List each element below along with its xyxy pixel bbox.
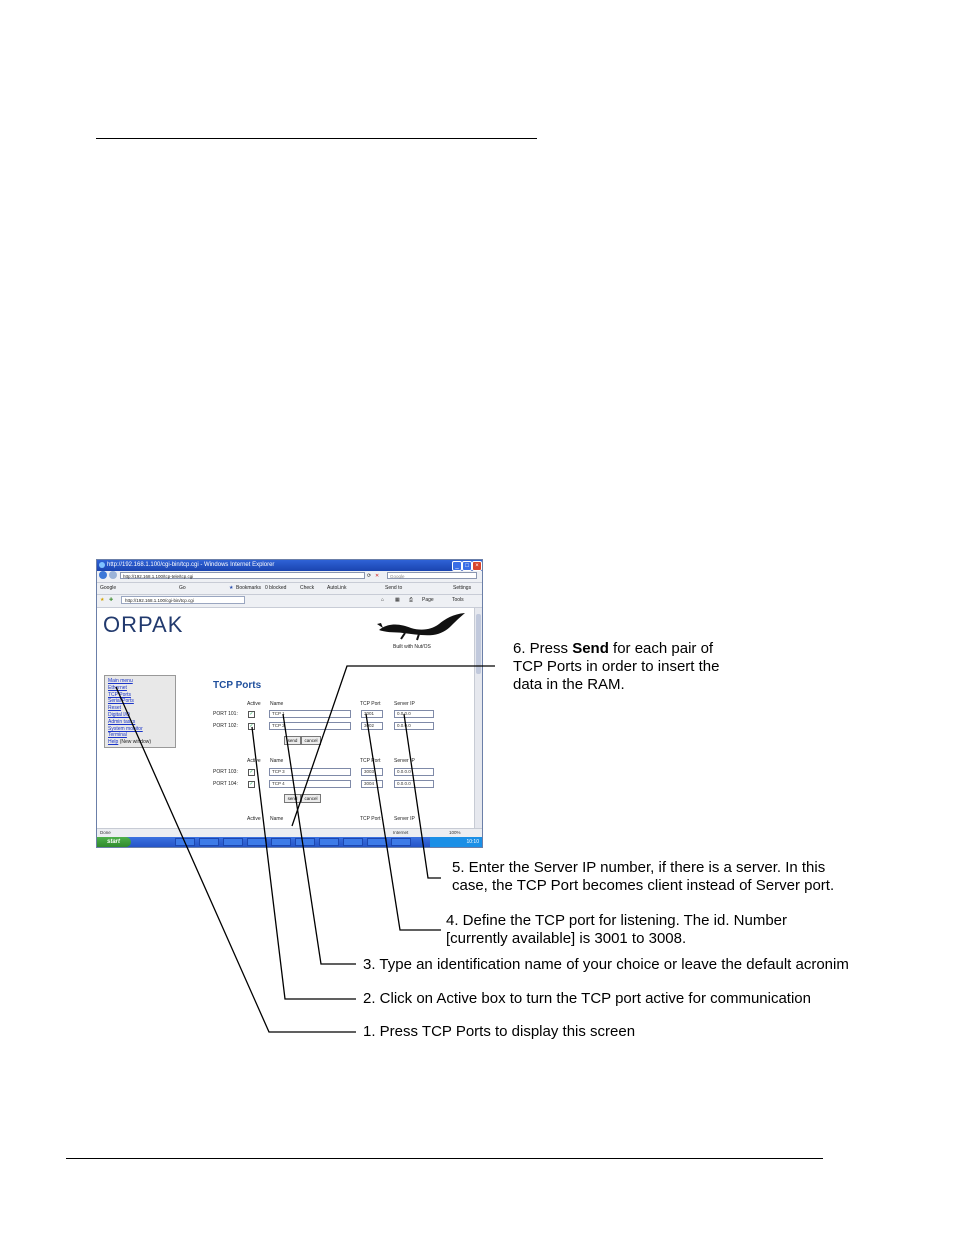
active-checkbox[interactable]: ✓	[249, 769, 254, 775]
main-menu	[104, 675, 176, 748]
callout-6	[513, 640, 719, 694]
port-label: PORT 101:	[213, 711, 238, 717]
sendto-button[interactable]: Send to	[385, 585, 403, 591]
taskbar-item[interactable]	[223, 838, 243, 846]
callout-4-line2: [currently available] is 3001 to 3008.	[446, 930, 687, 947]
maximize-button[interactable]: □	[462, 561, 472, 571]
check-button[interactable]: Check	[300, 585, 315, 591]
menu-ethernet[interactable]: Ethernet	[108, 684, 127, 691]
close-button[interactable]: ×	[472, 561, 482, 571]
tcp-port-input[interactable]: 3004	[361, 780, 383, 788]
taskbar-item[interactable]	[295, 838, 315, 846]
tcp-port-input[interactable]: 3002	[361, 722, 383, 730]
header-tcp-port: TCP Port	[360, 758, 381, 764]
menu-serial-ports[interactable]: Serial Ports	[108, 698, 134, 705]
callout-4-line1: 4. Define the TCP port for listening. The id. Number	[446, 912, 788, 929]
popup-blocked-label[interactable]: 0 blocked	[265, 585, 287, 591]
callout-5-line1: 5. Enter the Server IP number, if there is a server. In this	[452, 859, 826, 876]
header-active: Active	[247, 816, 261, 822]
google-label: Google	[100, 585, 117, 591]
port-label: PORT 104:	[213, 781, 238, 787]
menu-system-monitor[interactable]: System monitor	[108, 725, 143, 732]
callout-6-line3: data in the RAM.	[513, 676, 625, 693]
server-ip-input[interactable]: 0.0.0.0	[394, 722, 434, 730]
header-tcp-port: TCP Port	[360, 816, 381, 822]
header-active: Active	[247, 701, 261, 707]
add-favorite-icon[interactable]: ✚	[109, 597, 114, 603]
send-button[interactable]: send	[284, 794, 301, 803]
menu-help-suffix: (New window)	[119, 739, 152, 746]
active-checkbox[interactable]: ✓	[249, 781, 254, 787]
taskbar	[97, 837, 482, 847]
back-icon[interactable]	[99, 571, 107, 579]
callout-6-pre: 6. Press	[513, 640, 573, 657]
go-button[interactable]: Go	[179, 585, 186, 591]
built-with-label: Built with Nut/OS	[393, 644, 431, 650]
header-server-ip: Server IP	[394, 758, 415, 764]
tools-menu[interactable]: Tools	[452, 597, 464, 603]
header-active: Active	[247, 758, 261, 764]
menu-admin-tasks[interactable]: Admin tasks	[108, 718, 136, 725]
browser-window	[96, 559, 483, 848]
search-input[interactable]: Google	[387, 572, 477, 579]
ie-icon	[99, 562, 105, 568]
status-bar	[97, 828, 482, 837]
tab-current[interactable]: http://192.168.1.100/cgi-bin/tcp.cgi	[121, 596, 245, 604]
clock: 10:10	[430, 837, 482, 847]
taskbar-item[interactable]	[319, 838, 339, 846]
tab-bar	[97, 595, 482, 608]
callout-6-post: for each pair of	[608, 640, 714, 657]
port-label: PORT 102:	[213, 723, 238, 729]
page-menu[interactable]: Page	[422, 597, 434, 603]
refresh-icon[interactable]: ⟳	[367, 573, 372, 579]
callout-3: 3. Type an identification name of your choice or leave the default acronim	[363, 956, 849, 973]
taskbar-item[interactable]	[175, 838, 195, 846]
menu-terminal[interactable]: Terminal	[108, 732, 127, 739]
status-text: Done	[100, 830, 111, 835]
address-bar	[97, 571, 482, 583]
zoom-level[interactable]: 100%	[449, 830, 461, 835]
web-page	[97, 608, 474, 828]
callout-2: 2. Click on Active box to turn the TCP port active for communication	[363, 990, 811, 1007]
forward-icon[interactable]	[109, 571, 117, 579]
minimize-button[interactable]: _	[452, 561, 462, 571]
stop-icon[interactable]: ✕	[375, 573, 380, 579]
taskbar-item[interactable]	[367, 838, 387, 846]
header-server-ip: Server IP	[394, 701, 415, 707]
page-title: TCP Ports	[213, 680, 262, 691]
callout-1: 1. Press TCP Ports to display this screen	[363, 1023, 636, 1040]
print-icon[interactable]: ⎙	[409, 597, 414, 603]
cancel-button[interactable]: cancel	[301, 736, 321, 745]
name-input[interactable]: TCP 1	[269, 710, 351, 718]
header-server-ip: Server IP	[394, 816, 415, 822]
callout-4	[446, 912, 787, 948]
address-input[interactable]: http://192.168.1.100/tcp-tele/tcp.cgi	[120, 572, 365, 579]
active-checkbox[interactable]: ✓	[249, 711, 254, 717]
title-bar	[97, 560, 482, 571]
tcp-port-input[interactable]: 3001	[361, 710, 383, 718]
menu-main-menu[interactable]: Main menu	[108, 678, 133, 684]
taskbar-item[interactable]	[247, 838, 267, 846]
server-ip-input[interactable]: 0.0.0.0	[394, 768, 434, 776]
name-input[interactable]: TCP 4	[269, 780, 351, 788]
callout-5-line2: case, the TCP Port becomes client instead of Server port.	[452, 877, 835, 894]
start-button[interactable]: start	[97, 837, 131, 847]
squirrel-logo-icon	[375, 608, 469, 642]
callout-6-bold: Send	[572, 640, 609, 657]
taskbar-item[interactable]	[391, 838, 411, 846]
server-ip-input[interactable]: 0.0.0.0	[394, 710, 434, 718]
menu-digital-io[interactable]: Digital I/O	[108, 711, 130, 718]
taskbar-item[interactable]	[199, 838, 219, 846]
header-tcp-port: TCP Port	[360, 701, 381, 707]
menu-help[interactable]: Help	[108, 739, 119, 746]
menu-reset[interactable]: Reset	[108, 705, 122, 712]
window-title: http://192.168.1.100/cgi-bin/tcp.cgi - Windows Internet Explorer	[107, 562, 275, 568]
feeds-icon[interactable]: ▦	[395, 597, 400, 603]
star-icon: ★	[229, 585, 234, 591]
vertical-scrollbar[interactable]	[474, 608, 483, 828]
server-ip-input[interactable]: 0.0.0.0	[394, 780, 434, 788]
header-name: Name	[270, 701, 284, 707]
taskbar-item[interactable]	[343, 838, 363, 846]
name-input[interactable]: TCP 2	[269, 722, 351, 730]
top-rule	[96, 138, 537, 139]
taskbar-item[interactable]	[271, 838, 291, 846]
menu-help-row	[108, 739, 172, 746]
autolink-button[interactable]: AutoLink	[327, 585, 347, 591]
internet-zone-label: Internet	[393, 830, 409, 835]
bookmarks-button[interactable]: Bookmarks	[236, 585, 262, 591]
favorites-star-icon[interactable]: ★	[100, 597, 105, 603]
menu-tcp-ports[interactable]: TCP Ports	[108, 691, 131, 698]
orpak-logo: ORPAK	[103, 612, 184, 637]
active-checkbox[interactable]: ✓	[249, 723, 254, 729]
send-button[interactable]: send	[284, 736, 301, 745]
home-icon[interactable]: ⌂	[381, 597, 385, 603]
scrollbar-thumb[interactable]	[476, 614, 481, 674]
header-name: Name	[270, 816, 284, 822]
cancel-button[interactable]: cancel	[301, 794, 321, 803]
callout-6-line2: TCP Ports in order to insert the	[513, 658, 720, 675]
callout-6-line1	[513, 640, 719, 658]
header-name: Name	[270, 758, 284, 764]
callout-5	[452, 859, 834, 895]
name-input[interactable]: TCP 3	[269, 768, 351, 776]
google-toolbar	[97, 583, 482, 595]
bottom-rule	[66, 1158, 823, 1159]
tcp-port-input[interactable]: 3003	[361, 768, 383, 776]
port-label: PORT 103:	[213, 769, 238, 775]
settings-button[interactable]: Settings	[453, 585, 472, 591]
